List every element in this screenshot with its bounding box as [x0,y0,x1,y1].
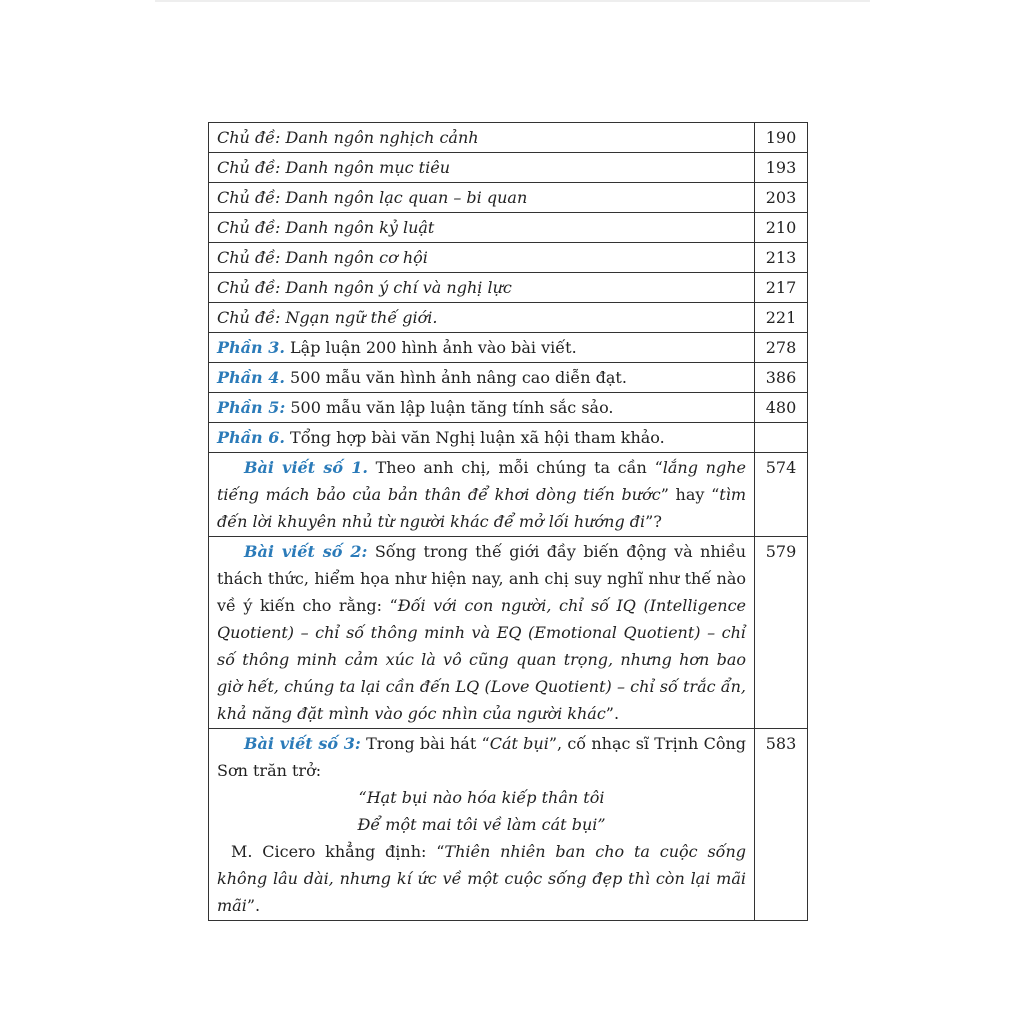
toc-page-number: 480 [755,393,808,423]
toc-page-number [755,423,808,453]
cicero-quote-text: Thiên nhiên ban cho ta cuộc sống không lâu dài, nhưng kí ức về một cuộc sống đẹp thì còn lại mãi mãi [217,842,746,915]
toc-entry-title [209,123,755,153]
part-label: Phần 6. [217,428,285,447]
essay-1-mid: ” hay “ [660,485,720,504]
toc-entry-title [209,273,755,303]
toc-row-topic[interactable] [209,153,808,183]
essay-label: Bài viết số 1. [244,458,368,477]
toc-row-topic[interactable] [209,243,808,273]
toc-row-topic[interactable] [209,213,808,243]
toc-page-number: 190 [755,123,808,153]
toc-entry-title [209,363,755,393]
toc-row-topic[interactable] [209,303,808,333]
topic-label: Chủ đề: [217,248,281,267]
essay-2-intro: Sống trong thế giới đầy biến động và nhiều thách thức, hiểm họa như hiện nay, anh chị suy nghĩ như thế nào về ý kiến cho rằng: “ [217,542,746,615]
toc-page-number: 217 [755,273,808,303]
topic-label: Chủ đề: [217,128,281,147]
toc-row-topic[interactable] [209,273,808,303]
topic-label: Chủ đề: [217,188,281,207]
topic-title: Danh ngôn cơ hội [285,248,428,267]
table-of-contents [208,122,808,921]
toc-page-number: 278 [755,333,808,363]
essay-2-text [217,538,746,727]
topic-title: Danh ngôn ý chí và nghị lực [285,278,512,297]
toc-row-part[interactable] [209,363,808,393]
toc-row-part[interactable] [209,333,808,363]
part-title: 500 mẫu văn hình ảnh nâng cao diễn đạt. [290,368,627,387]
essay-1-quote-2: tìm đến lời khuyên nhủ từ người khác để mở lối hướng đi [217,485,747,531]
toc-entry-title [209,333,755,363]
part-label: Phần 5: [217,398,286,417]
essay-3-intro: Trong bài hát “ [366,734,490,753]
essay-2-end: ”. [605,704,620,723]
toc-entry-title [209,243,755,273]
toc-entry-title [209,537,755,729]
toc-page-number: 213 [755,243,808,273]
toc-entry-title [209,453,755,537]
cicero-quote [217,838,746,919]
cicero-end: ”. [246,896,261,915]
essay-2-quote: Đối với con người, chỉ số IQ (Intelligence Quotient) – chỉ số thông minh và EQ (Emotional Quotient) – chỉ số thông minh cảm xúc là vô cũng quan trọng, nhưng hơn bao giờ hết, chúng ta lại cần đến LQ (Love Quotient) – chỉ số trắc ẩn, khả năng đặt mình vào góc nhìn của người khác [217,596,747,723]
topic-label: Chủ đề: [217,158,281,177]
essay-1-quote-1: lắng nghe tiếng mách bảo của bản thân để khơi dòng tiến bước [217,458,746,504]
essay-1-end: ”? [645,512,662,531]
toc-row-part[interactable] [209,393,808,423]
topic-title: Danh ngôn kỷ luật [285,218,435,237]
topic-label: Chủ đề: [217,278,281,297]
toc-page-number: 221 [755,303,808,333]
part-title: Tổng hợp bài văn Nghị luận xã hội tham khảo. [290,428,665,447]
topic-title: Ngạn ngữ thế giới. [285,308,438,327]
toc-page-number: 386 [755,363,808,393]
toc-row-part[interactable] [209,423,808,453]
topic-label: Chủ đề: [217,308,281,327]
toc-page-number: 583 [755,729,808,921]
topic-label: Chủ đề: [217,218,281,237]
essay-3-intro-2: ”, cố nhạc sĩ Trịnh Công Sơn trăn trở: [217,734,746,780]
part-label: Phần 4. [217,368,285,387]
essay-1-intro: Theo anh chị, mỗi chúng ta cần “ [375,458,663,477]
essay-3-song: Cát bụi [489,734,549,753]
toc-page-number: 203 [755,183,808,213]
essay-3-text [217,730,746,784]
toc-page-number: 210 [755,213,808,243]
part-title: 500 mẫu văn lập luận tăng tính sắc sảo. [290,398,614,417]
toc-page-number: 574 [755,453,808,537]
lyric-line-1: “Hạt bụi nào hóa kiếp thân tôi [358,788,605,807]
toc-row-topic[interactable] [209,183,808,213]
topic-title: Danh ngôn nghịch cảnh [285,128,479,147]
toc-entry-title [209,423,755,453]
toc-page-number: 579 [755,537,808,729]
toc-entry-title [209,183,755,213]
topic-title: Danh ngôn lạc quan – bi quan [285,188,528,207]
toc-entry-title [209,729,755,921]
cicero-intro: M. Cicero khẳng định: “ [231,842,445,861]
toc-row-essay-1[interactable] [209,453,808,537]
lyric-line-2: Để một mai tôi về làm cát bụi” [357,815,606,834]
part-label: Phần 3. [217,338,285,357]
toc-row-essay-3[interactable] [209,729,808,921]
part-title: Lập luận 200 hình ảnh vào bài viết. [290,338,577,357]
toc-entry-title [209,393,755,423]
essay-1-text [217,454,746,535]
essay-label: Bài viết số 3: [244,734,361,753]
toc-entry-title [209,303,755,333]
toc-entry-title [209,153,755,183]
topic-title: Danh ngôn mục tiêu [285,158,450,177]
toc-entry-title [209,213,755,243]
essay-label: Bài viết số 2: [244,542,368,561]
top-edge-rule [155,0,870,2]
toc-page-number: 193 [755,153,808,183]
toc-row-topic[interactable] [209,123,808,153]
toc-row-essay-2[interactable] [209,537,808,729]
